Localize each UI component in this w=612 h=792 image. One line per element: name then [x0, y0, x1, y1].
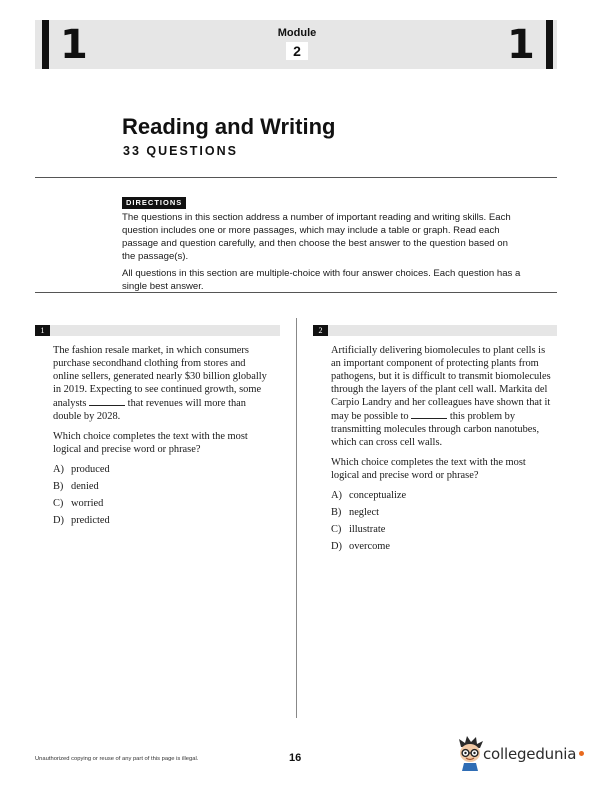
question-2-number: 2: [313, 325, 328, 336]
question-1-choices: [53, 463, 273, 531]
choice-text: denied: [71, 481, 99, 492]
choice-a[interactable]: [331, 489, 551, 506]
question-1-prompt: Which choice completes the text with the most logical and precise word or phrase?: [53, 431, 248, 455]
choice-letter: B): [53, 481, 64, 492]
header-left-bar: [42, 20, 49, 69]
logo-wordmark: collegedunia: [483, 745, 577, 763]
choice-b[interactable]: [331, 506, 551, 523]
passage-text: Artificially delivering biomolecules to plant cells is an important component of protecting plants from pathogens, but it is difficult to transmit biomolecules through the layers of the plant cell wall. Markita del Carpio Landry and her colleagues have shown that it may be possible to: [331, 345, 551, 422]
logo-accent-dot: [579, 751, 584, 756]
choice-text: neglect: [349, 507, 379, 518]
passage-text: that revenues will more than double by 2028.: [53, 398, 246, 422]
page-number: 16: [289, 752, 302, 764]
directions-text: [122, 211, 522, 297]
directions-paragraph-1: The questions in this section address a number of important reading and writing skills. Each question includes one or more passages, which may include a table or graph. Read each passage and question carefully, and then choose the best answer to the question based on the passage(s).: [122, 212, 511, 262]
choice-letter: A): [53, 464, 64, 475]
choice-letter: D): [331, 541, 342, 552]
section-title: Reading and Writing: [122, 114, 336, 139]
choice-text: worried: [71, 498, 104, 509]
directions-label: DIRECTIONS: [122, 197, 186, 209]
choice-d[interactable]: [53, 514, 273, 531]
question-1-bar: [35, 325, 280, 336]
choice-d[interactable]: [331, 540, 551, 557]
header-right-number: 1: [507, 22, 535, 68]
question-1-number: 1: [35, 325, 50, 336]
question-2-choices: [331, 489, 551, 557]
mascot-logo-icon: [455, 735, 485, 771]
top-divider: [35, 177, 557, 178]
column-divider: [296, 318, 297, 718]
question-2: [331, 344, 551, 557]
choice-text: predicted: [71, 515, 110, 526]
answer-blank: [89, 396, 125, 406]
choice-text: produced: [71, 464, 110, 475]
module-number: 2: [286, 42, 308, 60]
choice-text: conceptualize: [349, 490, 407, 501]
choice-b[interactable]: [53, 480, 273, 497]
header-left-number: 1: [60, 22, 88, 68]
module-label: Module: [277, 27, 317, 39]
question-2-bar: [313, 325, 557, 336]
choice-letter: B): [331, 507, 342, 518]
choice-c[interactable]: [331, 523, 551, 540]
choice-a[interactable]: [53, 463, 273, 480]
section-subtitle: 33 QUESTIONS: [123, 144, 238, 158]
choice-letter: C): [53, 498, 64, 509]
passage-text: this problem by transmitting molecules through carbon nanotubes, which can cross cell walls.: [331, 411, 540, 448]
choice-letter: C): [331, 524, 342, 535]
copyright-note: Unauthorized copying or reuse of any part of this page is illegal.: [35, 756, 199, 762]
passage-text: The fashion resale market, in which consumers purchase secondhand clothing from stores and online sellers, generated nearly $30 billion globally in 2019. Expecting to see continued growth, some analysts: [53, 345, 267, 409]
directions-divider: [35, 292, 557, 293]
question-2-passage: [331, 344, 551, 449]
choice-c[interactable]: [53, 497, 273, 514]
choice-text: overcome: [349, 541, 390, 552]
question-1: [53, 344, 273, 531]
header-right-bar: [546, 20, 553, 69]
question-2-prompt: Which choice completes the text with the most logical and precise word or phrase?: [331, 457, 526, 481]
choice-letter: D): [53, 515, 64, 526]
directions-paragraph-2: All questions in this section are multiple-choice with four answer choices. Each question has a single best answer.: [122, 268, 521, 292]
choice-letter: A): [331, 490, 342, 501]
module-indicator: [273, 27, 321, 61]
question-1-passage: [53, 344, 273, 423]
answer-blank: [411, 409, 447, 419]
choice-text: illustrate: [349, 524, 386, 535]
